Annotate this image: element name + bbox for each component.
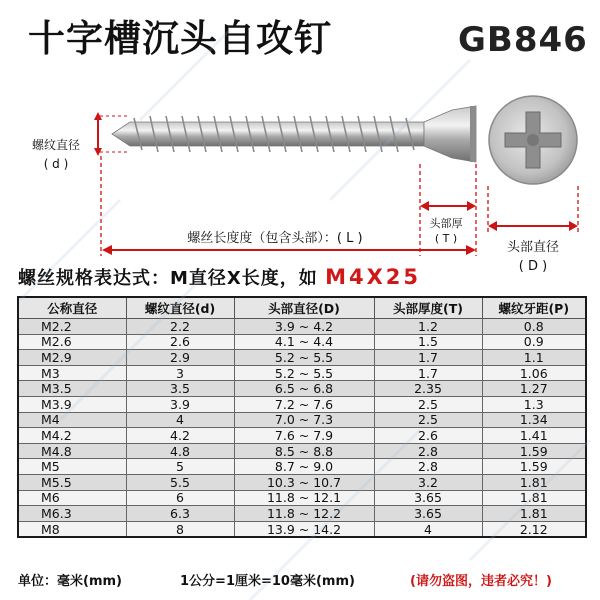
head-thickness-cell: 2.35 <box>374 381 482 397</box>
standard-code: GB846 <box>458 20 588 60</box>
nominal-diameter-cell: M5.5 <box>18 474 126 490</box>
thread-diameter-cell: 6 <box>126 490 234 506</box>
head-thickness-label-symbol: ( T ) <box>434 232 458 245</box>
head-diameter-cell: 7.2 ~ 7.6 <box>234 396 374 412</box>
head-diameter-cell: 4.1 ~ 4.4 <box>234 334 374 350</box>
head-thickness-cell: 3.2 <box>374 474 482 490</box>
thread-diameter-cell: 4.8 <box>126 443 234 459</box>
spec-expression <box>18 264 421 290</box>
header-thread-diameter: 螺纹直径(d) <box>126 297 234 319</box>
thread-diameter-cell: 6.3 <box>126 506 234 522</box>
thread-diameter-cell: 5.5 <box>126 474 234 490</box>
nominal-diameter-cell: M4.8 <box>18 443 126 459</box>
table-row <box>18 428 586 444</box>
table-row <box>18 350 586 366</box>
thread-diameter-cell: 4.2 <box>126 428 234 444</box>
thread-pitch-cell: 1.81 <box>482 506 586 522</box>
nominal-diameter-cell: M8 <box>18 521 126 537</box>
nominal-diameter-cell: M6.3 <box>18 506 126 522</box>
product-title: 十字槽沉头自攻钉 <box>28 17 332 60</box>
thread-diameter-cell: 2.2 <box>126 319 234 335</box>
head-diameter-cell: 8.7 ~ 9.0 <box>234 459 374 475</box>
head-diameter-cell: 13.9 ~ 14.2 <box>234 521 374 537</box>
head-thickness-cell: 2.5 <box>374 412 482 428</box>
footer-conversion: 1公分=1厘米=10毫米(mm) <box>180 574 355 589</box>
head-diameter-cell: 11.8 ~ 12.2 <box>234 506 374 522</box>
thread-diameter-cell: 5 <box>126 459 234 475</box>
thread-diameter-label-symbol: ( d ) <box>43 157 69 171</box>
head-thickness-cell: 1.2 <box>374 319 482 335</box>
thread-diameter-cell: 8 <box>126 521 234 537</box>
thread-diameter-cell: 4 <box>126 412 234 428</box>
table-row <box>18 381 586 397</box>
head-diameter-label-symbol: ( D ) <box>518 259 548 274</box>
thread-diameter-label <box>22 136 90 174</box>
thread-diameter-cell: 3.5 <box>126 381 234 397</box>
head-thickness-cell: 2.8 <box>374 443 482 459</box>
head-thickness-cell: 2.6 <box>374 428 482 444</box>
thread-pitch-cell: 1.59 <box>482 459 586 475</box>
thread-pitch-cell: 1.81 <box>482 474 586 490</box>
thread-pitch-cell: 0.9 <box>482 334 586 350</box>
table-row <box>18 334 586 350</box>
head-thickness-label <box>418 216 474 246</box>
table-row <box>18 412 586 428</box>
thread-pitch-cell: 1.06 <box>482 365 586 381</box>
head-thickness-cell: 1.5 <box>374 334 482 350</box>
thread-diameter-cell: 2.6 <box>126 334 234 350</box>
footer-unit: 单位：毫米(mm) <box>18 574 122 589</box>
thread-diameter-cell: 2.9 <box>126 350 234 366</box>
thread-diameter-label-text: 螺纹直径 <box>31 138 80 152</box>
nominal-diameter-cell: M2.9 <box>18 350 126 366</box>
head-diameter-cell: 6.5 ~ 6.8 <box>234 381 374 397</box>
table-row <box>18 474 586 490</box>
thread-pitch-cell: 0.8 <box>482 319 586 335</box>
head-diameter-cell: 11.8 ~ 12.1 <box>234 490 374 506</box>
header-head-thickness: 头部厚度(T) <box>374 297 482 319</box>
thread-pitch-cell: 1.41 <box>482 428 586 444</box>
head-diameter-cell: 8.5 ~ 8.8 <box>234 443 374 459</box>
head-thickness-cell: 2.5 <box>374 396 482 412</box>
head-thickness-label-text: 头部厚 <box>429 217 463 230</box>
thread-diameter-cell: 3 <box>126 365 234 381</box>
head-diameter-cell: 3.9 ~ 4.2 <box>234 319 374 335</box>
nominal-diameter-cell: M4.2 <box>18 428 126 444</box>
screw-side-view <box>112 106 476 162</box>
thread-pitch-cell: 1.59 <box>482 443 586 459</box>
thread-pitch-cell: 2.12 <box>482 521 586 537</box>
header-nominal-diameter: 公称直径 <box>18 297 126 319</box>
thread-pitch-cell: 1.1 <box>482 350 586 366</box>
thread-diameter-cell: 3.9 <box>126 396 234 412</box>
thread-pitch-cell: 1.81 <box>482 490 586 506</box>
table-row <box>18 319 586 335</box>
nominal-diameter-cell: M4 <box>18 412 126 428</box>
thread-pitch-cell: 1.27 <box>482 381 586 397</box>
nominal-diameter-cell: M2.2 <box>18 319 126 335</box>
table-row <box>18 365 586 381</box>
table-row <box>18 396 586 412</box>
table-row <box>18 521 586 537</box>
head-diameter-label-text: 头部直径 <box>506 240 559 255</box>
head-thickness-cell: 3.65 <box>374 506 482 522</box>
table-header-row <box>18 297 586 319</box>
nominal-diameter-cell: M3.9 <box>18 396 126 412</box>
header-head-diameter: 头部直径(D) <box>234 297 374 319</box>
head-diameter-cell: 7.6 ~ 7.9 <box>234 428 374 444</box>
length-label: 螺丝长度度（包含头部）：( L ) <box>187 231 363 246</box>
table-row <box>18 506 586 522</box>
nominal-diameter-cell: M3.5 <box>18 381 126 397</box>
nominal-diameter-cell: M2.6 <box>18 334 126 350</box>
head-diameter-cell: 5.2 ~ 5.5 <box>234 350 374 366</box>
head-thickness-cell: 4 <box>374 521 482 537</box>
head-thickness-cell: 2.8 <box>374 459 482 475</box>
head-diameter-cell: 5.2 ~ 5.5 <box>234 365 374 381</box>
spec-expression-example: M4X25 <box>325 265 421 289</box>
header-thread-pitch: 螺纹牙距(P) <box>482 297 586 319</box>
head-diameter-label <box>490 238 576 276</box>
table-row <box>18 490 586 506</box>
nominal-diameter-cell: M5 <box>18 459 126 475</box>
head-diameter-cell: 10.3 ~ 10.7 <box>234 474 374 490</box>
head-diameter-cell: 7.0 ~ 7.3 <box>234 412 374 428</box>
head-diameter-dimension <box>488 186 578 232</box>
head-thickness-cell: 1.7 <box>374 365 482 381</box>
screw-head-top-view <box>489 96 577 184</box>
nominal-diameter-cell: M6 <box>18 490 126 506</box>
spec-expression-prefix: 螺丝规格表达式：M直径X长度，如 <box>18 268 326 289</box>
thread-pitch-cell: 1.3 <box>482 396 586 412</box>
nominal-diameter-cell: M3 <box>18 365 126 381</box>
table-row <box>18 443 586 459</box>
thread-pitch-cell: 1.34 <box>482 412 586 428</box>
head-thickness-cell: 3.65 <box>374 490 482 506</box>
spec-table <box>17 296 587 538</box>
footer-warning: (请勿盗图，违者必究！) <box>410 574 552 589</box>
table-row <box>18 459 586 475</box>
head-thickness-cell: 1.7 <box>374 350 482 366</box>
